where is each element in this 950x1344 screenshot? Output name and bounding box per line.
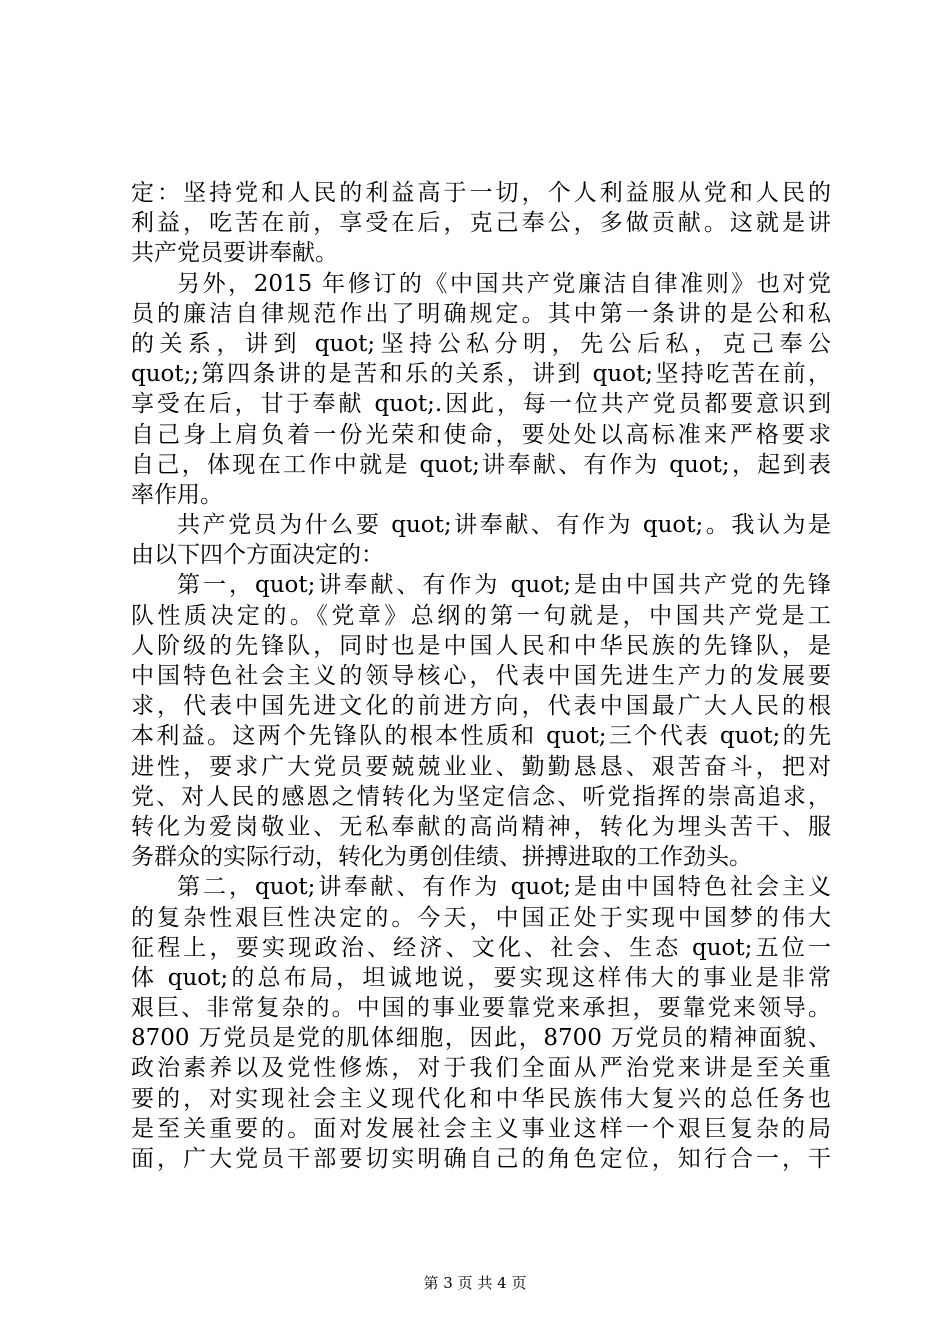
text-line: 自己身上肩负着一份光荣和使命，要处处以高标准来严格要求	[131, 421, 831, 448]
text-line: 面，广大党员干部要切实明确自己的角色定位，知行合一，干	[131, 1146, 831, 1172]
text-line: quot;;第四条讲的是苦和乐的关系，讲到 quot;坚持吃苦在前，	[131, 361, 831, 388]
text-line: 队性质决定的。《党章》总纲的第一句就是，中国共产党是工	[131, 602, 831, 629]
text-line: 第二，quot;讲奉献、有作为 quot;是由中国特色社会主义	[177, 874, 831, 901]
text-line: 转化为爱岗敬业、无私奉献的高尚精神，转化为埋头苦干、服	[131, 813, 831, 840]
text-line: 共产党员要讲奉献。	[131, 240, 338, 267]
text-line: 率作用。	[131, 481, 223, 508]
text-line: 员的廉洁自律规范作出了明确规定。其中第一条讲的是公和私	[131, 300, 831, 327]
text-line: 政治素养以及党性修炼，对于我们全面从严治党来讲是至关重	[131, 1055, 831, 1082]
text-line: 征程上，要实现政治、经济、文化、社会、生态 quot;五位一	[131, 934, 831, 961]
text-line: 利益，吃苦在前，享受在后，克己奉公，多做贡献。这就是讲	[131, 210, 831, 237]
text-line: 要的，对实现社会主义现代化和中华民族伟大复兴的总任务也	[131, 1085, 831, 1112]
text-line: 的复杂性艰巨性决定的。今天，中国正处于实现中国梦的伟大	[131, 904, 831, 931]
text-line: 定：坚持党和人民的利益高于一切，个人利益服从党和人民的	[131, 180, 831, 206]
text-line: 进性，要求广大党员要兢兢业业、勤勤恳恳、艰苦奋斗，把对	[131, 753, 831, 780]
page-footer: 第 3 页 共 4 页	[423, 1274, 527, 1292]
text-line: 共产党员为什么要 quot;讲奉献、有作为 quot;。我认为是	[177, 512, 831, 539]
text-line: 求，代表中国先进文化的前进方向，代表中国最广大人民的根	[131, 693, 831, 720]
text-line: 体 quot;的总布局，坦诚地说，要实现这样伟大的事业是非常	[131, 964, 831, 991]
text-line: 由以下四个方面决定的：	[131, 542, 384, 569]
text-line: 是至关重要的。面对发展社会主义事业这样一个艰巨复杂的局	[131, 1115, 831, 1142]
document-body	[131, 178, 831, 1174]
text-line: 务群众的实际行动，转化为勇创佳绩、拼搏进取的工作劲头。	[131, 844, 752, 871]
text-line: 8700 万党员是党的肌体细胞，因此，8700 万党员的精神面貌、	[131, 1025, 831, 1052]
text-line: 党、对人民的感恩之情转化为坚定信念、听党指挥的崇高追求，	[131, 783, 831, 810]
text-line: 中国特色社会主义的领导核心，代表中国先进生产力的发展要	[131, 663, 831, 689]
text-line: 艰巨、非常复杂的。中国的事业要靠党来承担，要靠党来领导。	[131, 995, 831, 1022]
text-line: 人阶级的先锋队，同时也是中国人民和中华民族的先锋队，是	[131, 632, 831, 659]
text-line: 享受在后，甘于奉献 quot;.因此，每一位共产党员都要意识到	[131, 391, 831, 418]
text-line: 本利益。这两个先锋队的根本性质和 quot;三个代表 quot;的先	[131, 723, 831, 750]
text-line: 第一，quot;讲奉献、有作为 quot;是由中国共产党的先锋	[177, 572, 831, 599]
text-line: 自己，体现在工作中就是 quot;讲奉献、有作为 quot;，起到表	[131, 451, 831, 478]
text-line: 的关系，讲到 quot;坚持公私分明，先公后私，克己奉公	[131, 330, 831, 357]
text-line: 另外，2015 年修订的《中国共产党廉洁自律准则》也对党	[177, 270, 831, 297]
